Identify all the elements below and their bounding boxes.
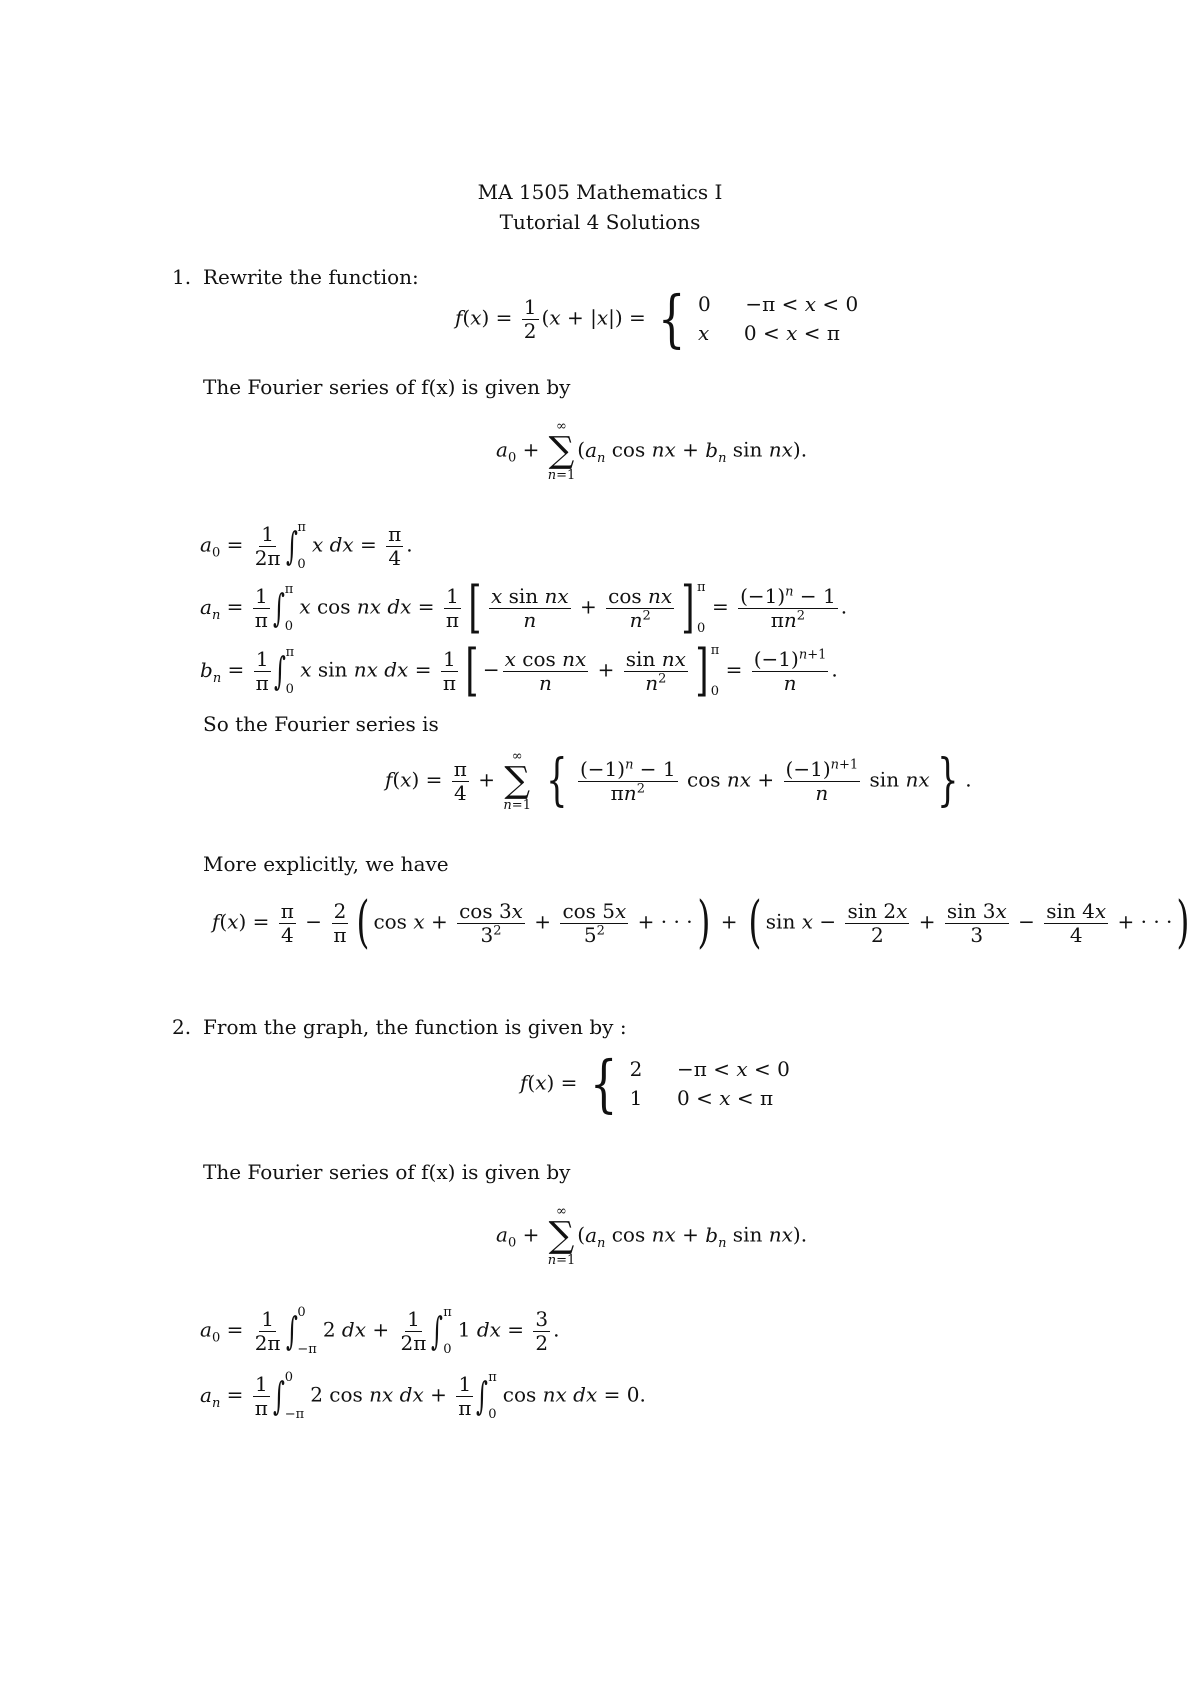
q1-so-text: So the Fourier series is	[203, 712, 439, 736]
q2-general-series: $a_0$ + ∞ ∑ n=1 ($a_n$ cos nx + $b_n$ sin nx).	[496, 1204, 808, 1268]
q1-explicit-expansion: f(x) = $\frac{\pi}{4}$ − $\frac{2}{\pi}$ ( cos x + $\frac{\cos 3x}{3^2}$ + $\frac{\cos 5x}{5^2}$ + · · ·) + ( sin x − $\frac{\sin 2x}{2}$ + $\frac{\sin 3x}{3}$ − $\frac{\sin 4x}{4}$ + · · ·)	[212, 890, 1190, 955]
q1-intro: Rewrite the function:	[203, 265, 419, 289]
q2-intro: From the graph, the function is given by :	[203, 1015, 627, 1039]
q2-a0-formula: $a_0$ = $\frac{1}{2\pi}$ ∫ 0 −π 2 dx + $\frac{1}{2\pi}$ ∫ π 0 1 dx = $\frac{3}{2}$ .	[200, 1305, 560, 1357]
q1-bn-formula: $b_n$ = $\frac{1}{\pi}$ ∫ π 0 x sin nx dx = $\frac{1}{\pi}$ [ − $\frac{\text{x cos nx}}{n}$ + $\frac{\text{sin nx}}{n^2}$ ] π 0 = $\frac{(-1)^{n+1}}{n}$ .	[200, 638, 838, 703]
q1-number: 1.	[172, 265, 192, 289]
q1-general-series: $a_0$ + ∞ ∑ n=1 ($a_n$ cos nx + $b_n$ sin nx).	[496, 419, 808, 483]
q2-an-formula: $a_n$ = $\frac{1}{\pi}$ ∫ 0 −π 2 cos nx dx + $\frac{1}{\pi}$ ∫ π 0 cos nx dx = 0.	[200, 1370, 646, 1422]
q1-explicit-text: More explicitly, we have	[203, 852, 449, 876]
tutorial-subtitle: Tutorial 4 Solutions	[499, 210, 701, 234]
q1-an-formula: $a_n$ = $\frac{1}{\pi}$ ∫ π 0 x cos nx dx = $\frac{1}{\pi}$ [ $\frac{\text{x sin nx}}{n}$ + $\frac{\text{cos nx}}{n^2}$ ] π 0 = $\frac{(-1)^n - 1}{\pi n^2}$ .	[200, 575, 848, 640]
q2-function-definition: f(x) = { 2 −π < x < 0 1 0 < x < π	[520, 1047, 790, 1120]
q1-function-definition: f(x) = $\frac{1}{2}$ (x + |x|) = { 0 −π < x < 0 x 0 < x < π	[455, 282, 859, 355]
q1-a0-formula: $a_0$ = $\frac{1}{2\pi}$ ∫ π 0 x dx = $\frac{\pi}{4}$ .	[200, 520, 413, 572]
left-brace-q2: {	[589, 1047, 618, 1120]
q2-number: 2.	[172, 1015, 192, 1039]
q1-series-intro: The Fourier series of f(x) is given by	[203, 375, 571, 399]
q1-fourier-series: f(x) = $\frac{\pi}{4}$ + ∞ ∑ n=1 { $\frac{(-1)^n - 1}{\pi n^2}$ cos nx + $\frac{(-1)^{n+1}}{n}$ sin nx } .	[385, 748, 972, 813]
course-title: MA 1505 Mathematics I	[477, 180, 723, 204]
q2-series-intro: The Fourier series of f(x) is given by	[203, 1160, 571, 1184]
left-brace: {	[658, 282, 686, 355]
